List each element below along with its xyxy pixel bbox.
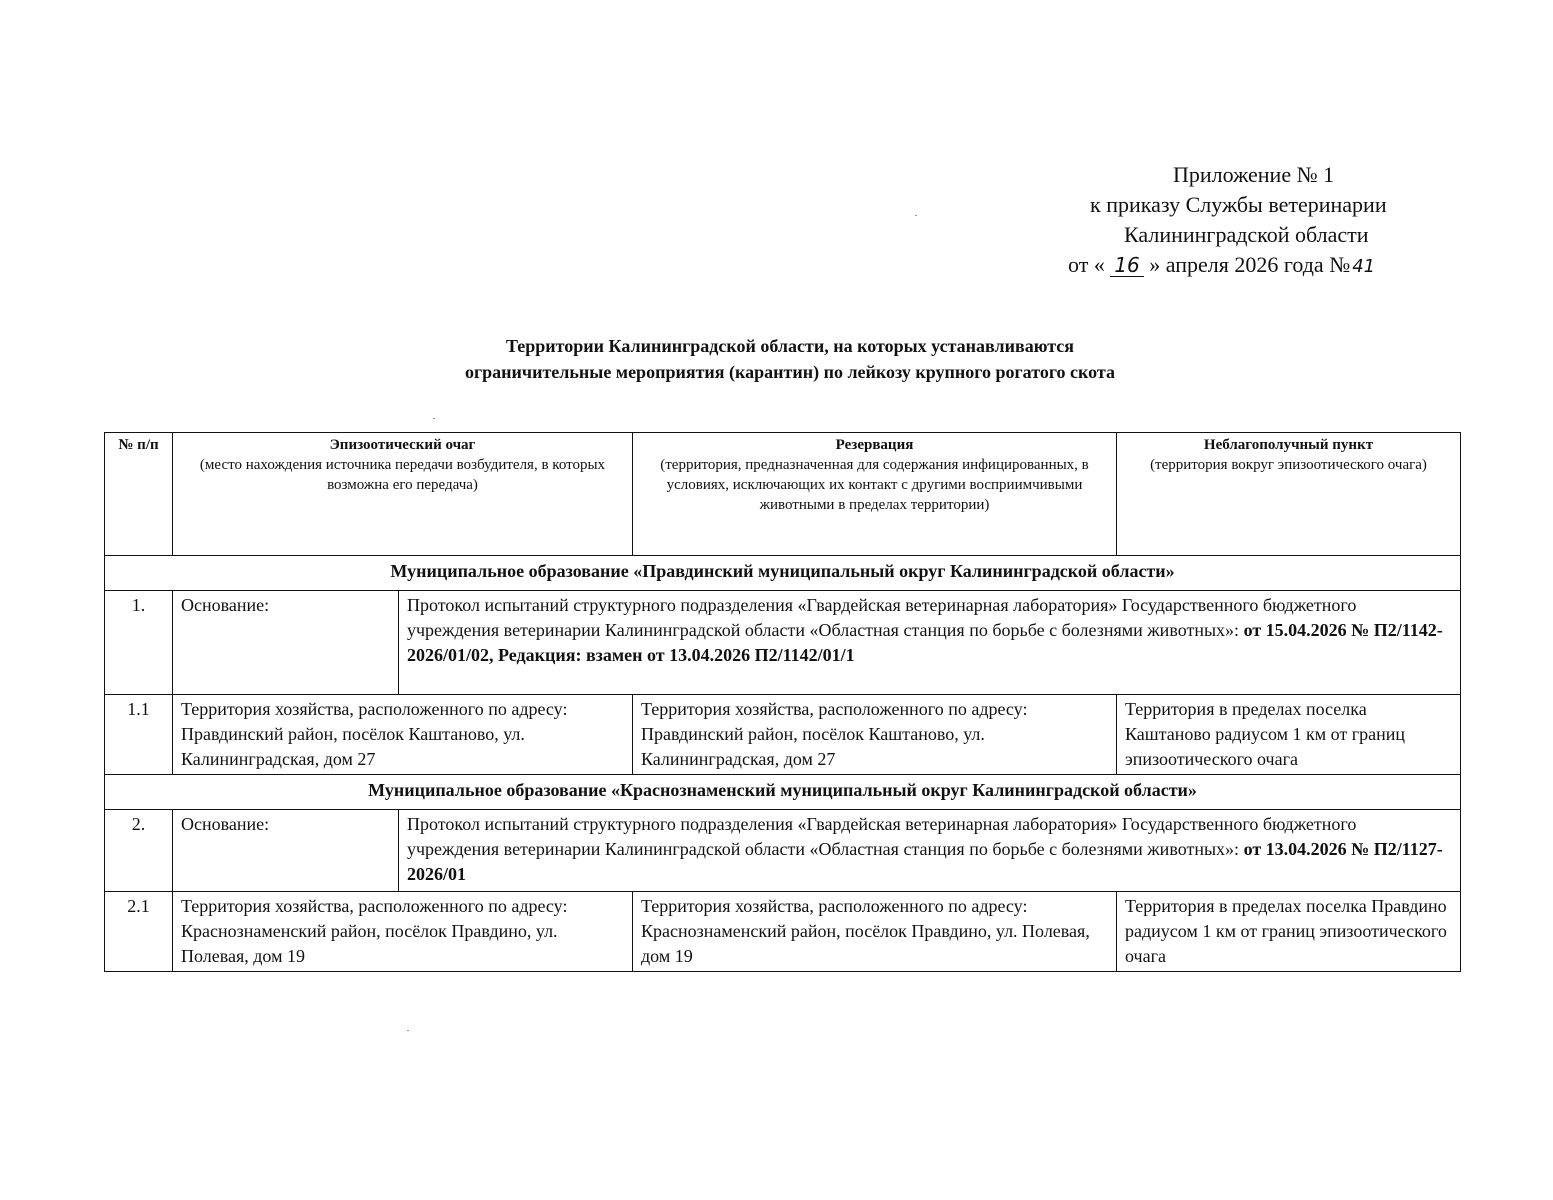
header-focus: [173, 433, 633, 556]
appendix-block: [1040, 160, 1460, 280]
basis-row: [105, 810, 1461, 892]
section-row: [105, 556, 1461, 591]
header-unsafe: [1117, 433, 1461, 556]
row-unsafe: Территория в пределах поселка Каштаново радиусом 1 км от границ эпизоотического очага: [1117, 695, 1461, 775]
section-title: Муниципальное образование «Правдинский муниципальный округ Калининградской области»: [105, 556, 1461, 591]
row-focus: Территория хозяйства, расположенного по адресу: Краснознаменский район, посёлок Правдино, ул. Полевая, дом 19: [173, 892, 633, 972]
row-reservation: Территория хозяйства, расположенного по адресу: Краснознаменский район, посёлок Правдино, ул. Полевая, дом 19: [633, 892, 1117, 972]
date-prefix: от «: [1068, 252, 1105, 277]
basis-label: Основание:: [173, 591, 399, 695]
basis-row: [105, 591, 1461, 695]
table-row: [105, 695, 1461, 775]
basis-text: [399, 591, 1461, 695]
row-num: 2.1: [105, 892, 173, 972]
scan-speck: [407, 1030, 409, 1031]
appendix-date-line: [1068, 250, 1460, 280]
table-header-row: [105, 433, 1461, 556]
header-focus-desc: (место нахождения источника передачи возбудителя, в которых возможна его передача): [199, 457, 606, 493]
row-focus: Территория хозяйства, расположенного по адресу: Правдинский район, посёлок Каштаново, ул. Калининградская, дом 27: [173, 695, 633, 775]
title-line-2: ограничительные мероприятия (карантин) по лейкозу крупного рогатого скота: [465, 362, 1115, 382]
basis-protocol: Протокол испытаний структурного подразделения «Гвардейская ветеринарная лаборатория» Государственного бюджетного учреждения ветеринарии Калининградской области «Областная станция по борьбе с болезнями животных»:: [407, 595, 1357, 640]
scan-speck: [915, 215, 917, 216]
title-line-1: Территории Калининградской области, на которых устанавливаются: [505, 336, 1075, 356]
handwritten-day: 16: [1110, 254, 1143, 277]
table-row: [105, 892, 1461, 972]
document-title: [300, 333, 1280, 385]
section-title: Муниципальное образование «Краснознаменский муниципальный округ Калининградской области»: [105, 775, 1461, 810]
appendix-line-2: к приказу Службы ветеринарии: [1090, 192, 1387, 217]
row-reservation: Территория хозяйства, расположенного по адресу: Правдинский район, посёлок Каштаново, ул. Калининградская, дом 27: [633, 695, 1117, 775]
basis-protocol: Протокол испытаний структурного подразделения «Гвардейская ветеринарная лаборатория» Государственного бюджетного учреждения ветеринарии Калининградской области «Областная станция по борьбе с болезнями животных»:: [407, 814, 1357, 859]
section-row: [105, 775, 1461, 810]
basis-protocol-number: от 13.04.2026 № П2/1127-2026/01: [407, 839, 1443, 884]
header-reserv-title: Резервация: [835, 437, 914, 453]
row-num: 1.1: [105, 695, 173, 775]
scan-speck: [433, 418, 435, 419]
row-unsafe: Территория в пределах поселка Правдино радиусом 1 км от границ эпизоотического очага: [1117, 892, 1461, 972]
basis-protocol-number: от 15.04.2026 № П2/1142-2026/01/02, Редакция: взамен от 13.04.2026 П2/1142/01/1: [407, 620, 1443, 665]
basis-num: 2.: [105, 810, 173, 892]
appendix-line-3: Калининградской области: [1124, 222, 1369, 247]
header-unsafe-title: Неблагополучный пункт: [1203, 437, 1374, 453]
quarantine-table: [104, 432, 1461, 972]
appendix-line-1: Приложение № 1: [1173, 162, 1335, 187]
header-reserv-desc: (территория, предназначенная для содержания инфицированных, в условиях, исключающих их контакт с другими восприимчивыми животными в пределах территории): [660, 457, 1089, 513]
basis-label: Основание:: [173, 810, 399, 892]
header-unsafe-desc: (территория вокруг эпизоотического очага): [1150, 457, 1427, 473]
header-reservation: [633, 433, 1117, 556]
basis-num: 1.: [105, 591, 173, 695]
date-middle: » апреля 2026 года №: [1149, 252, 1351, 277]
header-num: № п/п: [105, 433, 173, 556]
handwritten-order-number: 41: [1352, 256, 1376, 277]
basis-text: [399, 810, 1461, 892]
header-focus-title: Эпизоотический очаг: [329, 437, 476, 453]
